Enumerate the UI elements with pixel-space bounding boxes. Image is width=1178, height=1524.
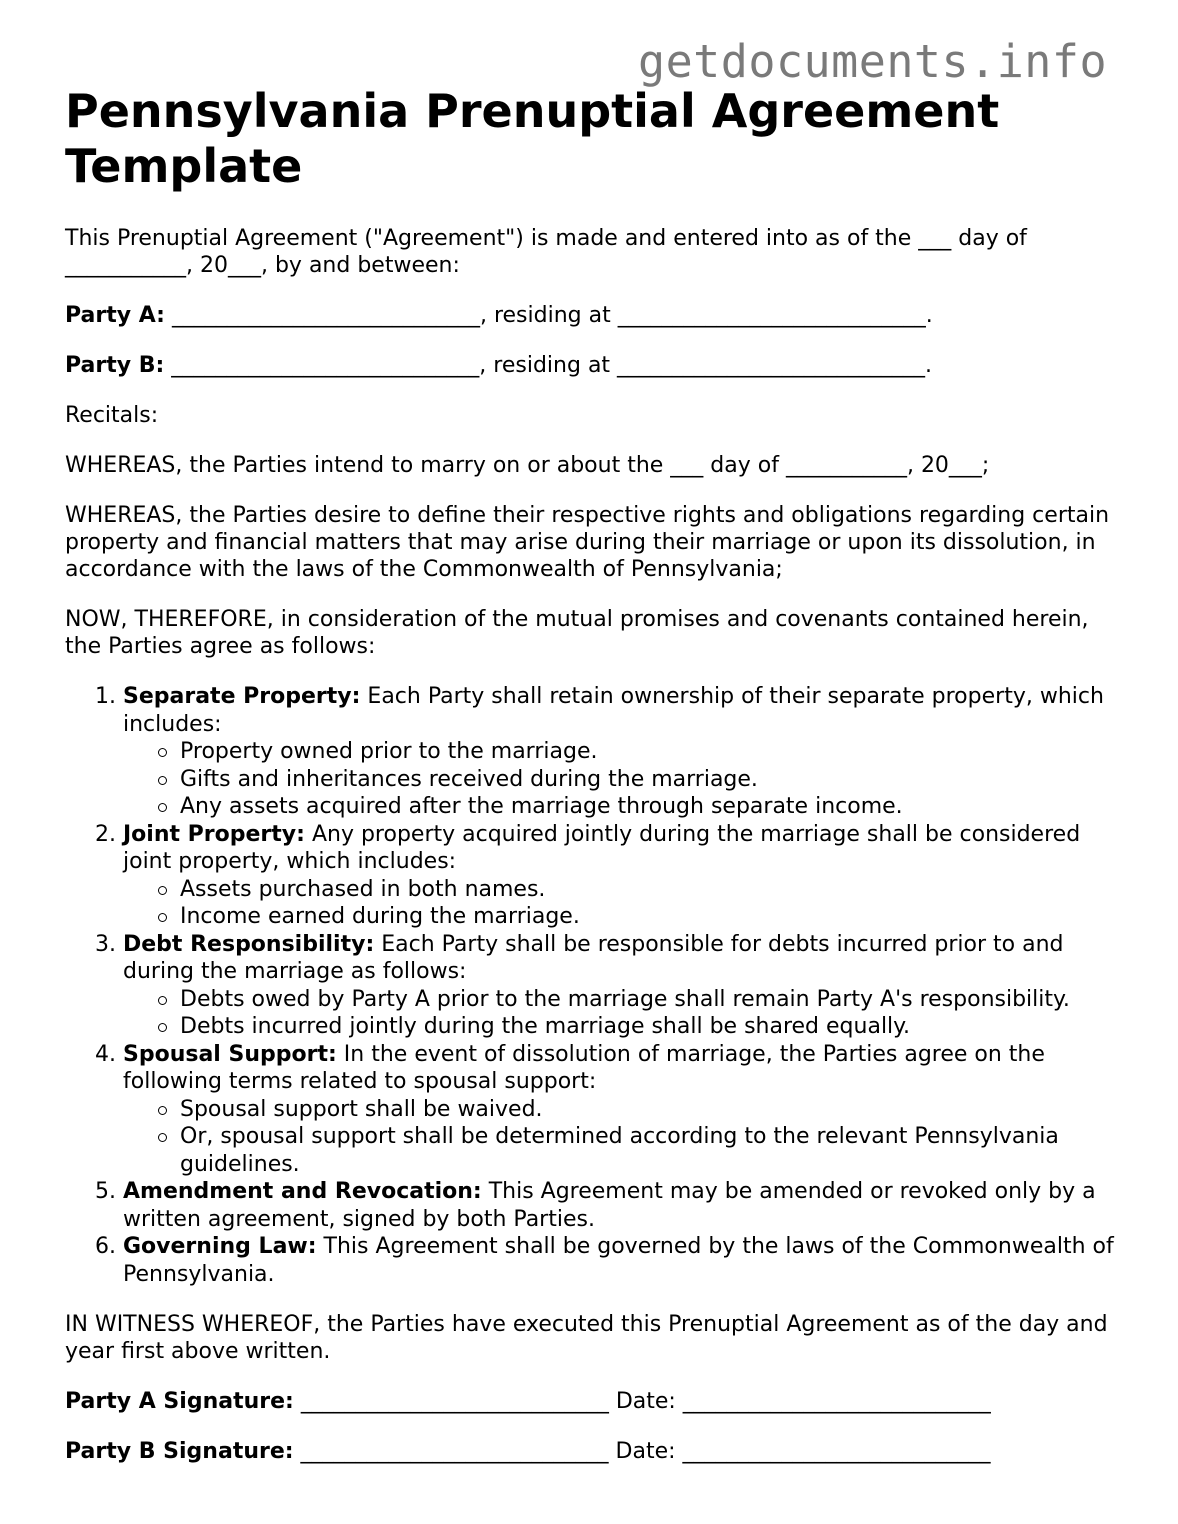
term-text: Each Party shall retain ownership of their separate property, which includes: [123,684,1104,737]
intro-paragraph: This Prenuptial Agreement ("Agreement") is made and entered into as of the ___ day of ___________, 20___, by and between: [65,226,1027,278]
terms-list [65,683,1125,1288]
party-b-line [65,352,1125,379]
term-text: Each Party shall be responsible for debts incurred prior to and during the marriage as follows: [123,931,1064,984]
term-heading: Joint Property: [123,821,305,847]
list-item: Assets purchased in both names. [180,876,1125,904]
party-a-signature-line [65,1388,1125,1415]
term-sublist [123,738,1125,821]
title-line-1: Pennsylvania Prenuptial Agreement [65,84,1000,138]
list-item: Debts incurred jointly during the marriage shall be shared equally. [180,1013,1125,1041]
list-item: Any assets acquired after the marriage through separate income. [180,793,1125,821]
party-a-line [65,302,1125,329]
signature-blanks: ____________________________ Date: ____________________________ [293,1389,991,1414]
term-heading: Governing Law: [123,1234,317,1259]
now-therefore-paragraph: NOW, THEREFORE, in consideration of the mutual promises and covenants contained herein, the Parties agree as follows: [65,607,1089,659]
list-item: Debts owed by Party A prior to the marriage shall remain Party A's responsibility. [180,986,1125,1014]
term-heading: Amendment and Revocation: [123,1179,482,1204]
term-heading: Spousal Support: [123,1041,337,1067]
term-spousal-support [123,1041,1125,1179]
title-line-2: Template [65,139,303,193]
term-text: In the event of dissolution of marriage, the Parties agree on the following terms related to spousal support: [123,1041,1045,1094]
term-heading: Separate Property: [123,684,361,709]
signature-label: Party A Signature: [65,1389,294,1414]
whereas-define-rights: WHEREAS, the Parties desire to define their respective rights and obligations regarding certain property and financial matters that may arise during their marriage or upon its dissolution, in accordance with the laws of the Commonwealth of Pennsylvania; [65,503,1110,582]
term-text: Any property acquired jointly during the marriage shall be considered joint property, which includes: [123,821,1081,874]
term-joint-property [123,821,1125,931]
term-sublist [123,986,1125,1041]
party-a-label: Party A: [65,303,165,328]
party-b-signature-line [65,1438,1125,1465]
term-sublist [123,876,1125,931]
list-item: Spousal support shall be waived. [180,1096,1125,1124]
term-governing-law [123,1233,1125,1288]
signature-blanks: ____________________________ Date: ____________________________ [293,1439,991,1464]
list-item: Property owned prior to the marriage. [180,738,1125,766]
site-watermark: getdocuments.info [638,35,1108,88]
list-item: Or, spousal support shall be determined according to the relevant Pennsylvania guidelines. [180,1123,1125,1178]
term-text: This Agreement may be amended or revoked only by a written agreement, signed by both Parties. [123,1179,1096,1232]
witness-paragraph: IN WITNESS WHEREOF, the Parties have executed this Prenuptial Agreement as of the day and year first above written. [65,1312,1108,1364]
term-sublist [123,1096,1125,1179]
term-amendment-revocation [123,1178,1125,1233]
party-a-text: ____________________________, residing at ____________________________. [164,303,933,328]
signature-label: Party B Signature: [65,1439,294,1464]
document-body [65,84,1125,1465]
page-title [65,84,1125,194]
term-heading: Debt Responsibility: [123,931,375,957]
term-debt-responsibility [123,931,1125,1041]
term-text: This Agreement shall be governed by the laws of the Commonwealth of Pennsylvania. [123,1234,1114,1287]
list-item: Income earned during the marriage. [180,903,1125,931]
term-separate-property [123,683,1125,821]
whereas-marry: WHEREAS, the Parties intend to marry on or about the ___ day of ___________, 20___; [65,453,990,478]
list-item: Gifts and inheritances received during the marriage. [180,766,1125,794]
party-b-text: ____________________________, residing at ____________________________. [164,353,933,378]
party-b-label: Party B: [65,353,165,378]
recitals-heading: Recitals: [65,403,159,428]
